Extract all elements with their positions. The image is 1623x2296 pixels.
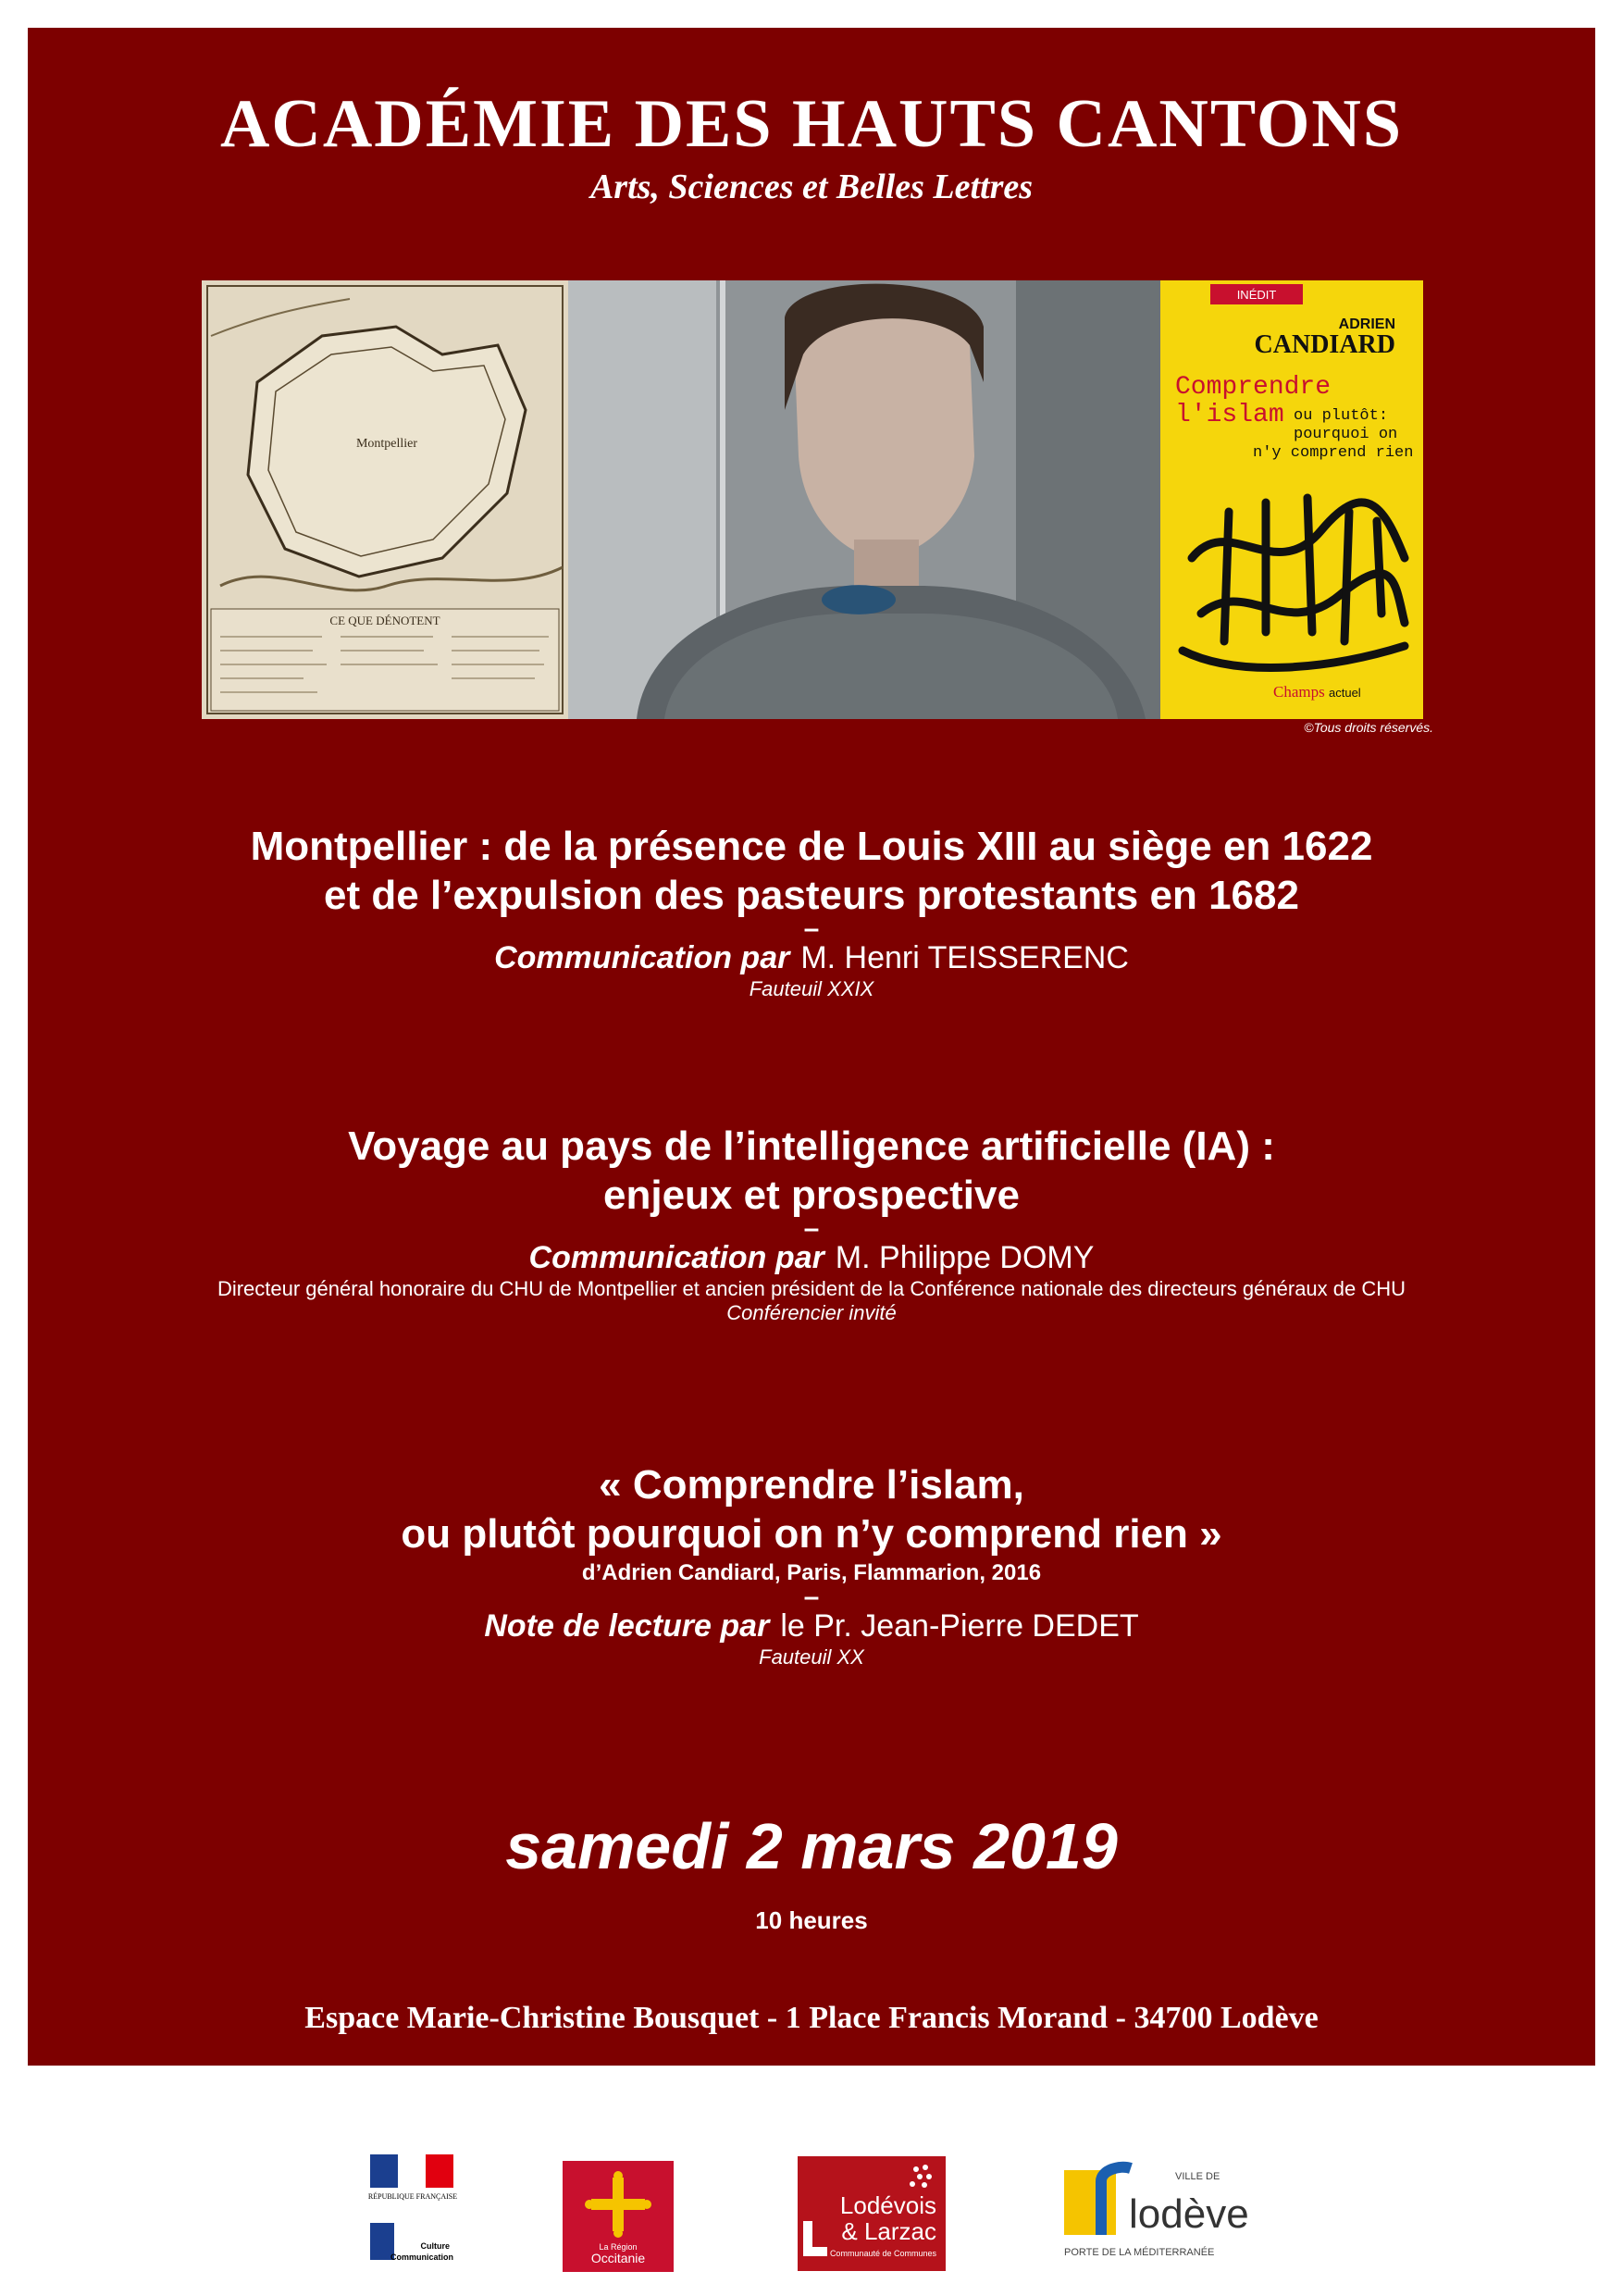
talk-1-title-line1: Montpellier : de la présence de Louis XIII au siège en 1622 [250, 824, 1373, 869]
talk-2-seat: Conférencier invité [726, 1301, 897, 1324]
event-date: samedi 2 mars 2019 [505, 1810, 1118, 1882]
culture-line2: Communication [390, 2253, 453, 2262]
lodevois-line2: & Larzac [841, 2217, 936, 2245]
book-subtitle-line2: pourquoi on [1294, 426, 1398, 443]
lodevois-sub: Communauté de Communes [829, 2249, 936, 2258]
book-author-first: ADRIEN [1338, 316, 1395, 332]
talk-3-reference: d’Adrien Candiard, Paris, Flammarion, 2016 [581, 1560, 1042, 1585]
talk-3-speaker: le Pr. Jean-Pierre DEDET [780, 1608, 1139, 1644]
talk-3-title-line2: ou plutôt pourquoi on n’y comprend rien » [401, 1511, 1222, 1557]
map-legend-title: CE QUE DÉNOTENT [329, 614, 440, 627]
ai-portrait-image [568, 280, 1160, 719]
book-author-last: CANDIARD [1254, 330, 1395, 359]
talk-1 [28, 822, 1595, 1001]
lodevois-larzac-logo [798, 2156, 946, 2271]
header-image-strip [202, 280, 1423, 719]
book-publisher-b: actuel [1329, 686, 1361, 700]
talk-2-byline [28, 1238, 1595, 1277]
image-credit: ©Tous droits réservés. [1304, 720, 1433, 735]
republique-label: RÉPUBLIQUE FRANÇAISE [368, 2192, 457, 2201]
talk-1-title-line2: et de l’expulsion des pasteurs protestants en 1682 [324, 873, 1299, 918]
occitanie-logo [563, 2161, 674, 2272]
occitanie-label-a: La Région [599, 2242, 638, 2252]
ville-de-lodeve-logo [1064, 2161, 1258, 2263]
book-cover-image [1160, 280, 1423, 719]
event-time: 10 heures [755, 1906, 868, 1934]
talk-3-seat: Fauteuil XX [759, 1645, 864, 1669]
map-city-label: Montpellier [355, 437, 418, 451]
website-link[interactable]: www.academiehautscantons.org [651, 2066, 972, 2092]
book-publisher-a: Champs [1273, 683, 1325, 701]
ville-de-label: VILLE DE [1175, 2171, 1220, 2182]
talk-2-by-label: Communication par [528, 1240, 824, 1275]
lodeve-label: lodève [1129, 2191, 1249, 2237]
talk-2 [28, 1122, 1595, 1325]
talk-3 [28, 1460, 1595, 1669]
talk-3-title-line1: « Comprendre l’islam, [599, 1462, 1024, 1508]
academy-title: ACADÉMIE DES HAUTS CANTONS [219, 86, 1404, 162]
lodeve-tagline: PORTE DE LA MÉDITERRANÉE [1064, 2247, 1215, 2258]
republique-francaise-logo [368, 2153, 457, 2269]
talk-3-dash: – [803, 1582, 820, 1612]
talk-2-title-line2: enjeux et prospective [603, 1173, 1020, 1218]
culture-line1: Culture [420, 2241, 450, 2251]
montpellier-map-image [202, 280, 568, 719]
talk-1-seat: Fauteuil XXIX [749, 977, 874, 1000]
occitanie-label-b: Occitanie [590, 2251, 646, 2265]
event-address: Espace Marie-Christine Bousquet - 1 Place Francis Morand - 34700 Lodève [304, 2001, 1319, 2035]
talk-3-byline [28, 1607, 1595, 1645]
book-subtitle-line3: n'y comprend rien [1253, 444, 1414, 462]
talk-2-role: Directeur général honoraire du CHU de Montpellier et ancien président de la Conférence nationale des directeurs généraux de CHU [217, 1277, 1406, 1300]
talk-1-dash: – [803, 913, 820, 944]
lodevois-line1: Lodévois [839, 2191, 936, 2219]
academy-subtitle: Arts, Sciences et Belles Lettres [589, 168, 1034, 206]
talk-1-by-label: Communication par [494, 940, 790, 975]
talk-1-speaker: M. Henri TEISSERENC [800, 940, 1129, 975]
poster [28, 28, 1595, 2092]
talk-2-dash: – [803, 1213, 820, 1244]
talk-3-by-label: Note de lecture par [484, 1608, 770, 1644]
talk-1-byline [28, 938, 1595, 977]
talk-2-title-line1: Voyage au pays de l’intelligence artificielle (IA) : [348, 1123, 1275, 1169]
book-title-line2: l'islam [1175, 401, 1284, 429]
book-tag: INÉDIT [1236, 288, 1277, 302]
book-title-line1: Comprendre [1175, 373, 1332, 402]
talk-2-speaker: M. Philippe DOMY [835, 1240, 1095, 1275]
book-subtitle-line1: ou plutôt: [1294, 407, 1389, 425]
